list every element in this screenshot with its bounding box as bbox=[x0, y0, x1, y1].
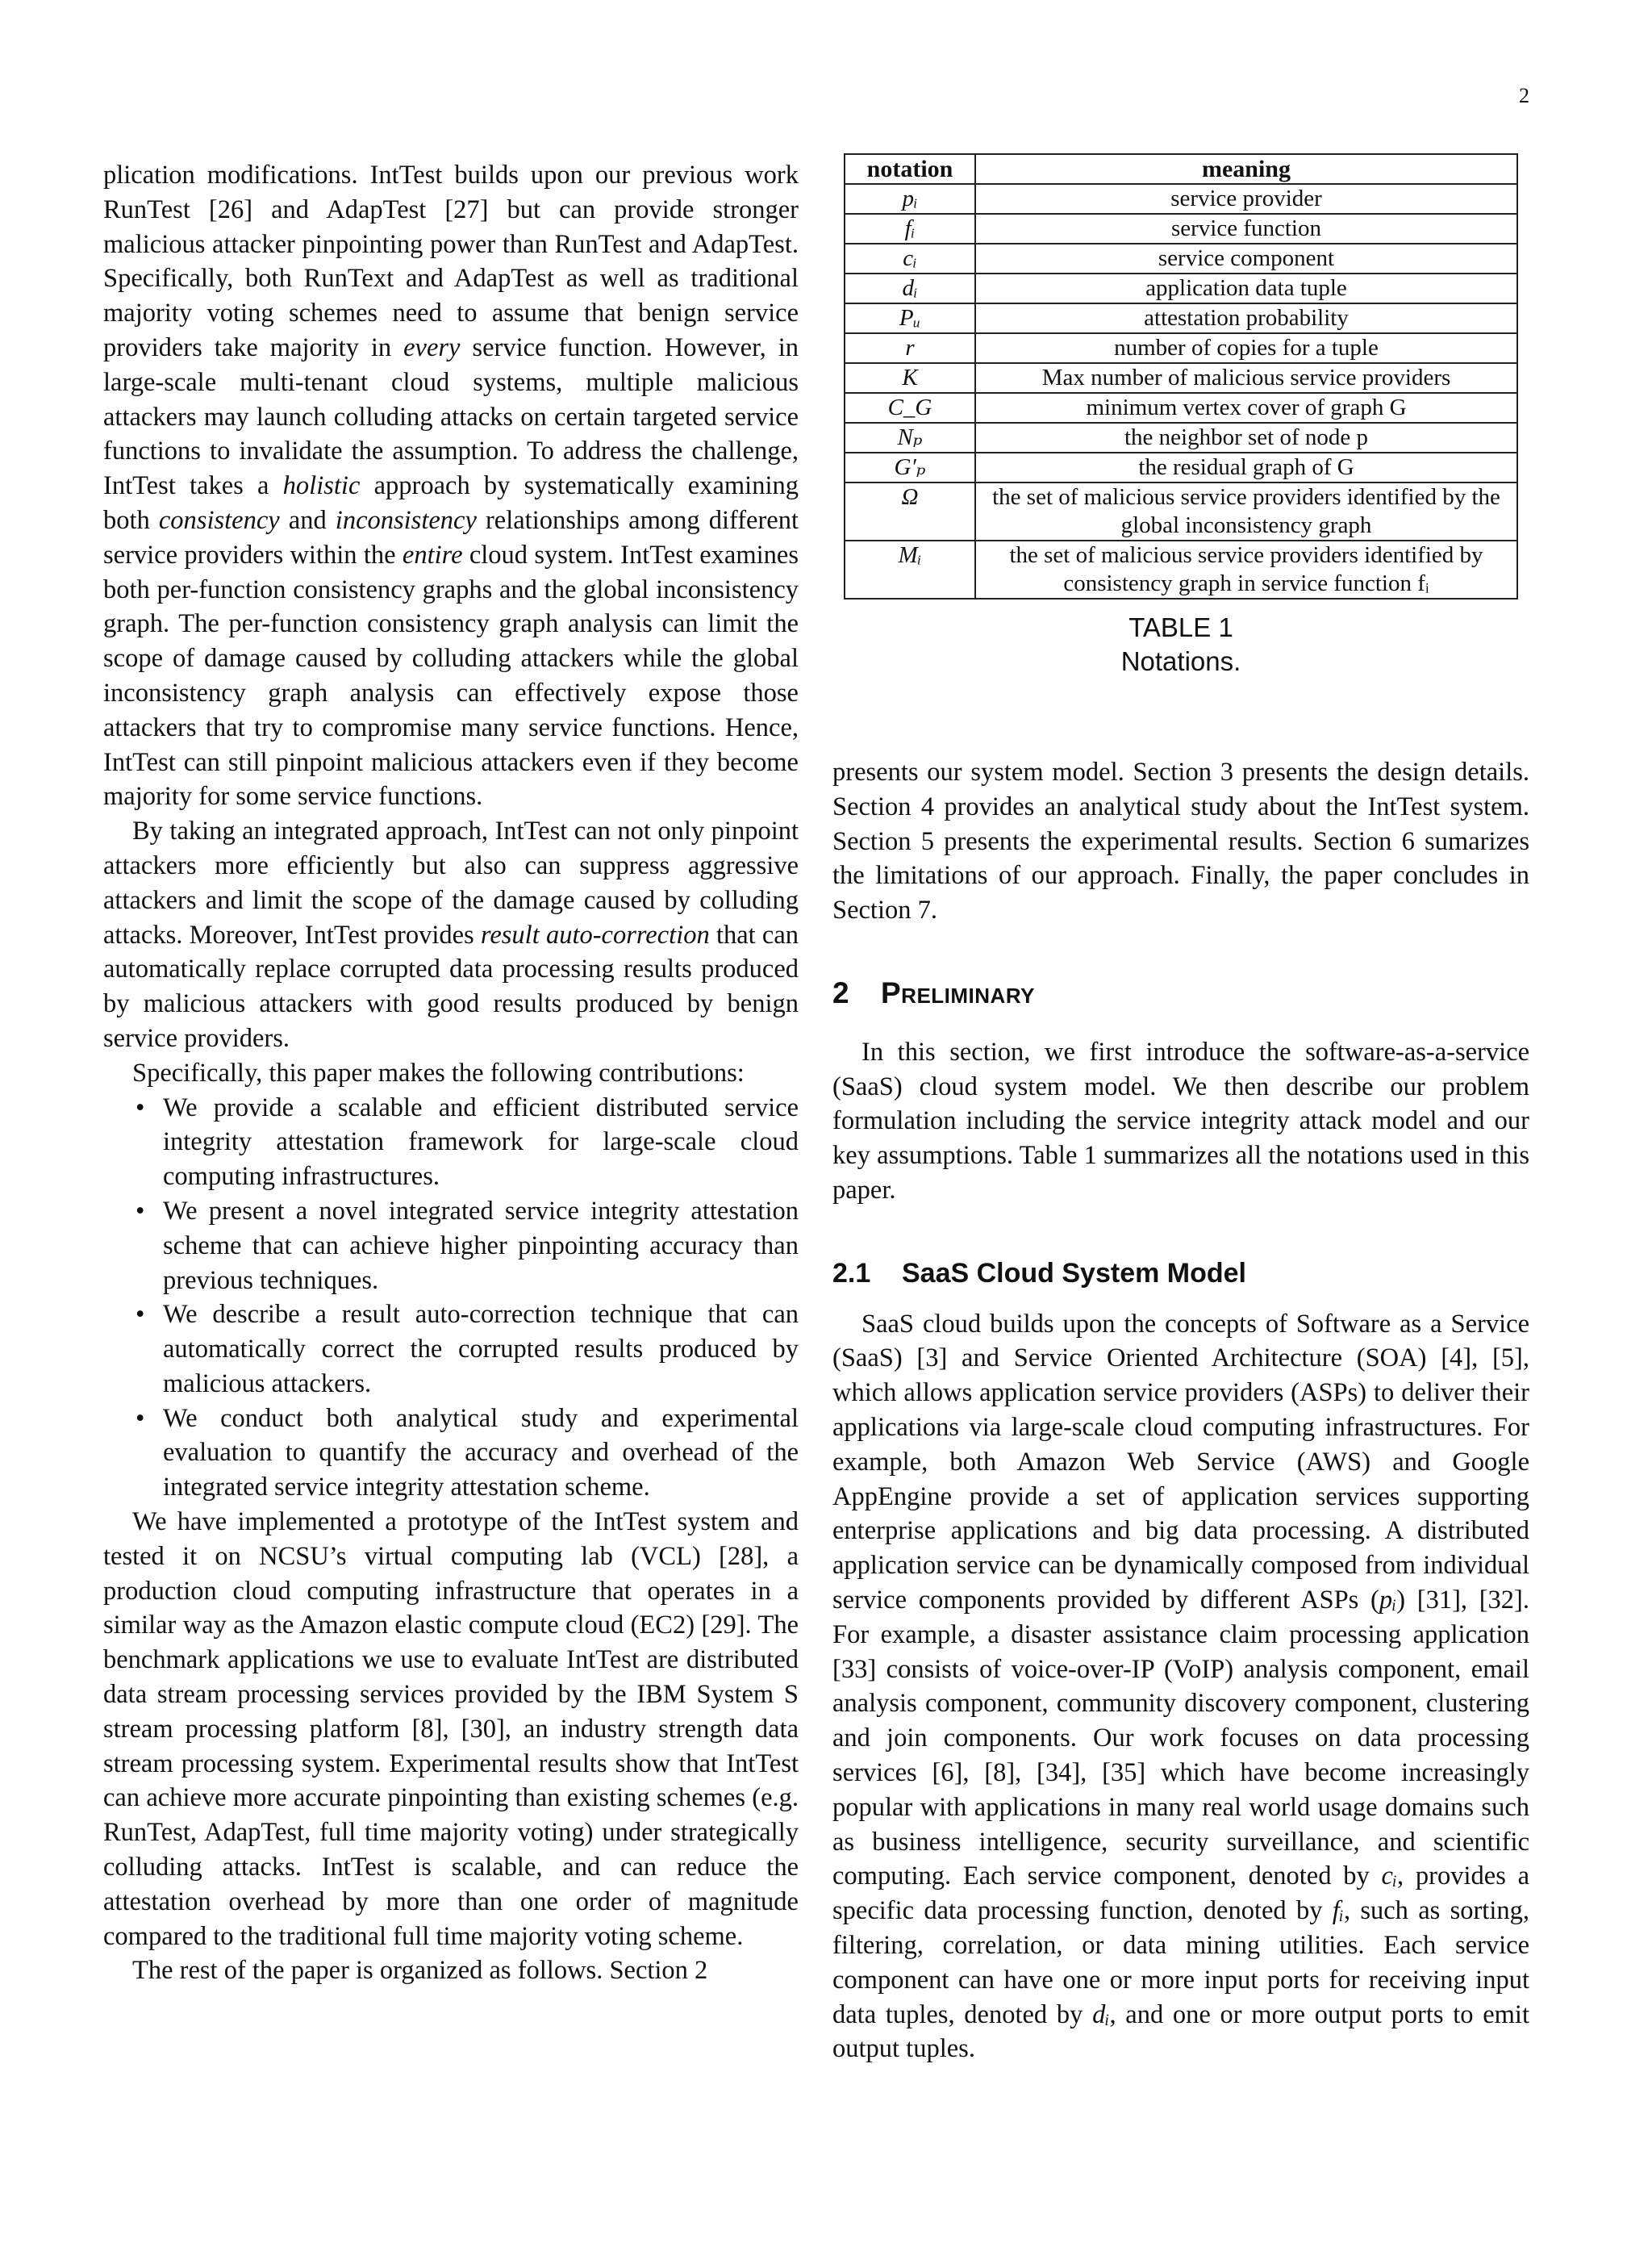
table-row: dᵢ application data tuple bbox=[845, 274, 1517, 303]
table-row: Pᵤ attestation probability bbox=[845, 303, 1517, 333]
paragraph: The rest of the paper is organized as follows. Section 2 bbox=[132, 1956, 708, 1986]
table-row: pᵢ service provider bbox=[845, 184, 1517, 214]
contribution-list bbox=[103, 1091, 799, 1506]
section-heading: 2 Preliminary bbox=[832, 976, 1035, 1009]
list-item: • We describe a result auto-correction technique that can automatically correct the corrupted results produced by malicious attackers. bbox=[163, 1297, 799, 1401]
column-header: meaning bbox=[975, 154, 1517, 184]
table-row: C_G minimum vertex cover of graph G bbox=[845, 393, 1517, 423]
paragraph: In this section, we first introduce the software-as-a-service (SaaS) cloud system model. We then describe our problem formulation including the service integrity attack model and our key assumptions. Table 1 summarizes all the notations used in this paper. bbox=[832, 1037, 1529, 1205]
table-caption: TABLE 1 Notations. bbox=[1120, 612, 1241, 676]
page-number: 2 bbox=[1519, 84, 1529, 107]
table-row: fᵢ service function bbox=[845, 214, 1517, 244]
list-item: • We provide a scalable and efficient distributed service integrity attestation framework for large-scale cloud computing infrastructures. bbox=[163, 1091, 799, 1194]
list-item: • We present a novel integrated service integrity attestation scheme that can achieve higher pinpointing accuracy than previous techniques. bbox=[163, 1194, 799, 1297]
table-header-row bbox=[845, 154, 1517, 184]
table-row: cᵢ service component bbox=[845, 244, 1517, 274]
table-row: Ω the set of malicious service providers identified by the global inconsistency graph bbox=[845, 483, 1517, 541]
paragraph: plication modifications. IntTest builds upon our previous work RunTest [26] and AdapTest [27] but can provide stronger malicious attacker pinpointing power than RunTest and AdapTest. Specifically, both RunText and AdapTest as well as traditional majority voting schemes need to assume that benign service providers take majority in every service function. However, in large-scale multi-tenant cloud systems, multiple malicious attackers may launch colluding attacks on certain targeted service functions to invalidate the assumption. To address the challenge, IntTest takes a holistic approach by systematically examining both consistency and inconsistency relationships among different service providers within the entire cloud system. IntTest examines both per-function consistency graphs and the global inconsistency graph. The per-function consistency graph analysis can limit the scope of damage caused by colluding attackers while the global inconsistency graph analysis can effectively expose those attackers that try to compromise many service functions. Hence, IntTest can still pinpoint malicious attackers even if they become majority for some service functions. bbox=[103, 161, 799, 812]
notation-table bbox=[844, 153, 1518, 600]
notation-table-block bbox=[844, 153, 1518, 679]
paragraph: By taking an integrated approach, IntTest can not only pinpoint attackers more efficiently but also can suppress aggressive attackers and limit the scope of the damage caused by colluding attacks. Moreover, IntTest provides result auto-correction that can automatically replace corrupted data processing results produced by malicious attackers with good results produced by benign service providers. bbox=[103, 817, 799, 1053]
table-row: K Max number of malicious service providers bbox=[845, 363, 1517, 393]
subsection-heading: 2.1 SaaS Cloud System Model bbox=[832, 1257, 1246, 1289]
right-column bbox=[832, 755, 1529, 2066]
left-column bbox=[103, 158, 799, 1988]
list-item: • We conduct both analytical study and experimental evaluation to quantify the accuracy and overhead of the integrated service integrity attestation scheme. bbox=[163, 1402, 799, 1505]
table-row: G′ₚ the residual graph of G bbox=[845, 453, 1517, 483]
table-row: Nₚ the neighbor set of node p bbox=[845, 423, 1517, 453]
paragraph: We have implemented a prototype of the IntTest system and tested it on NCSU’s virtual computing lab (VCL) [28], a production cloud computing infrastructure that operates in a similar way as the Amazon elastic compute cloud (EC2) [29]. The benchmark applications we use to evaluate IntTest are distributed data stream processing services provided by the IBM System S stream processing platform [8], [30], an industry strength data stream processing system. Experimental results show that IntTest can achieve more accurate pinpointing than existing schemes (e.g. RunTest, AdapTest, full time majority voting) under strategically colluding attacks. IntTest is scalable, and can reduce the attestation overhead by more than one order of magnitude compared to the traditional full time majority voting scheme. bbox=[103, 1507, 799, 1951]
column-header: notation bbox=[845, 154, 975, 184]
table-row: Mᵢ the set of malicious service providers identified by consistency graph in service function fᵢ bbox=[845, 541, 1517, 599]
table-row: r number of copies for a tuple bbox=[845, 333, 1517, 363]
paragraph: presents our system model. Section 3 presents the design details. Section 4 provides an analytical study about the IntTest system. Section 5 presents the experimental results. Section 6 sumarizes the limitations of our approach. Finally, the paper concludes in Section 7. bbox=[832, 758, 1529, 925]
paragraph: SaaS cloud builds upon the concepts of Software as a Service (SaaS) [3] and Service Oriented Architecture (SOA) [4], [5], which allows application service providers (ASPs) to deliver their applications via large-scale cloud computing infrastructures. For example, both Amazon Web Service (AWS) and Google AppEngine provide a set of application services supporting enterprise applications and big data processing. A distributed application service can be dynamically composed from individual service components provided by different ASPs (pᵢ) [31], [32]. For example, a disaster assistance claim processing application [33] consists of voice-over-IP (VoIP) analysis component, email analysis component, community discovery component, clustering and join components. Our work focuses on data processing services [6], [8], [34], [35] which have become increasingly popular with applications in many real world usage domains such as business intelligence, security surveillance, and scientific computing. Each service component, denoted by cᵢ, provides a specific data processing function, denoted by fᵢ, such as sorting, filtering, correlation, or data mining utilities. Each service component can have one or more input ports for receiving input data tuples, denoted by dᵢ, and one or more output ports to emit output tuples. bbox=[832, 1309, 1529, 2064]
paragraph: Specifically, this paper makes the following contributions: bbox=[132, 1058, 745, 1088]
